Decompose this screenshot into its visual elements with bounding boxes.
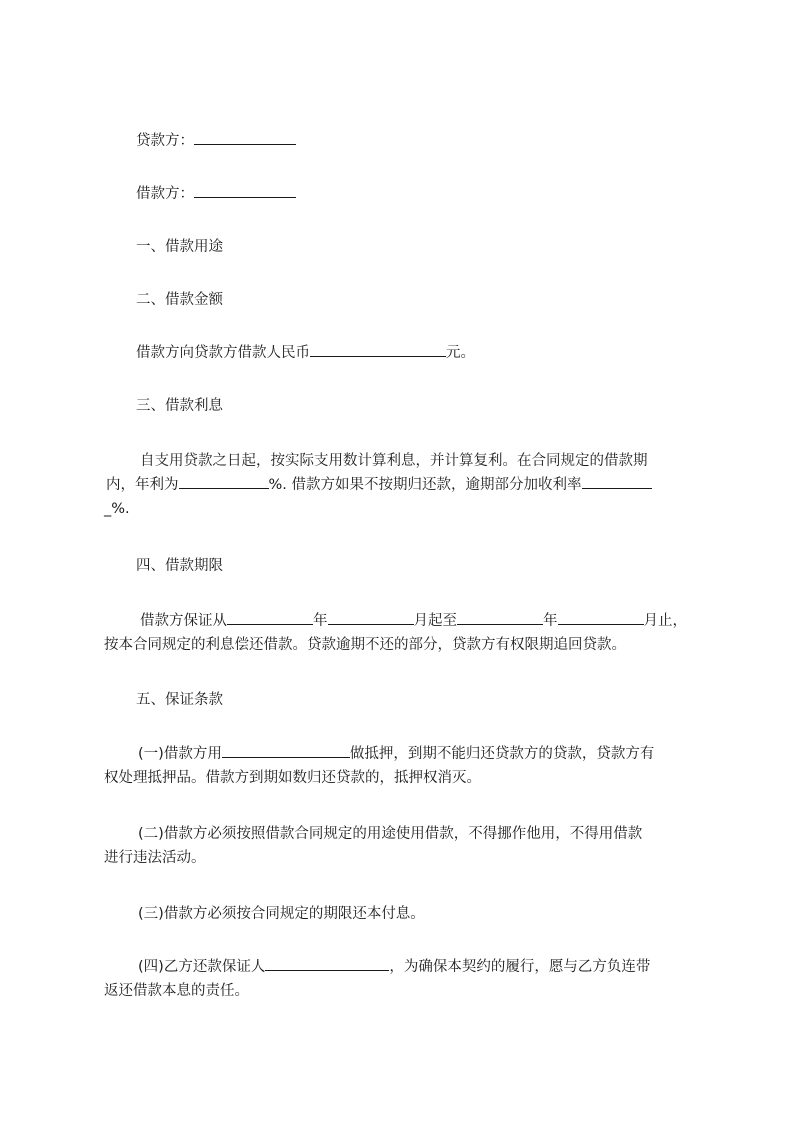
clause-1-paragraph — [104, 742, 704, 790]
interest-line-1: 自支用贷款之日起，按实际支用数计算利息，并计算复利。在合同规定的借款期 — [140, 453, 648, 469]
clause-4-line-2: 返还借款本息的责任。 — [104, 983, 249, 999]
interest-line-3-percent: %. — [111, 501, 130, 517]
overdue-rate-blank[interactable] — [582, 474, 652, 489]
clause-2-line-1: (二)借款方必须按照借款合同规定的用途使用借款，不得挪作他用，不得用借款 — [138, 826, 643, 842]
term-start-label: 借款方保证从 — [140, 613, 227, 629]
term-line-2: 按本合同规定的利息偿还借款。贷款逾期不还的部分，贷款方有权限期追回贷款。 — [104, 637, 626, 653]
clause-4-label: (四)乙方还款保证人 — [138, 959, 266, 975]
clause-1-line-2: 权处理抵押品。借款方到期如数归还贷款的，抵押权消灭。 — [104, 770, 481, 786]
amount-line — [136, 342, 736, 364]
lender-blank[interactable] — [194, 130, 296, 145]
term-line-1 — [104, 609, 704, 633]
borrower-line — [136, 183, 736, 205]
clause-3-line-1: (三)借款方必须按合同规定的期限还本付息。 — [138, 906, 425, 922]
interest-paragraph — [104, 449, 704, 521]
end-month-label: 月止， — [643, 613, 687, 629]
lender-label: 贷款方： — [136, 133, 194, 149]
clause-1-line-1 — [104, 742, 704, 766]
annual-rate-blank[interactable] — [179, 474, 269, 489]
section-heading-term: 四、借款期限 — [136, 558, 223, 574]
section-heading-purpose: 一、借款用途 — [136, 239, 223, 255]
clause-3-paragraph — [104, 902, 704, 926]
interest-line-2 — [104, 473, 704, 497]
interest-rate-label: 内，年利为 — [106, 477, 179, 493]
end-year-blank[interactable] — [457, 610, 543, 625]
start-year-blank[interactable] — [227, 610, 313, 625]
borrower-blank[interactable] — [194, 183, 296, 198]
clause-2-line-2: 进行违法活动。 — [104, 850, 206, 866]
clause-4-line-1 — [104, 955, 704, 979]
amount-suffix: 元。 — [446, 345, 475, 361]
clause-2-paragraph — [104, 822, 704, 870]
amount-blank[interactable] — [310, 342, 446, 357]
start-month-label: 月起至 — [413, 613, 457, 629]
start-year-label: 年 — [313, 613, 328, 629]
clause-1-text: 做抵押，到期不能归还贷款方的贷款，贷款方有 — [349, 746, 655, 762]
section-heading-amount: 二、借款金额 — [136, 292, 223, 308]
end-year-label: 年 — [543, 613, 558, 629]
guarantor-blank[interactable] — [265, 956, 389, 971]
clause-4-paragraph — [104, 955, 704, 1003]
interest-line-3 — [104, 497, 704, 521]
end-month-blank[interactable] — [558, 610, 644, 625]
collateral-blank[interactable] — [222, 743, 350, 758]
amount-prefix: 借款方向贷款方借款人民币 — [136, 345, 310, 361]
term-paragraph — [104, 609, 704, 657]
section-heading-interest: 三、借款利息 — [136, 398, 223, 414]
start-month-blank[interactable] — [328, 610, 414, 625]
interest-line-3-underscore: _ — [104, 501, 112, 517]
section-heading-guarantee: 五、保证条款 — [136, 692, 223, 708]
overdue-rate-label: %. 借款方如果不按期归还款，逾期部分加收利率 — [268, 477, 582, 493]
lender-line — [136, 130, 736, 152]
borrower-label: 借款方： — [136, 186, 194, 202]
clause-1-label: (一)借款方用 — [138, 746, 222, 762]
clause-4-text: ，为确保本契约的履行，愿与乙方负连带 — [389, 959, 651, 975]
